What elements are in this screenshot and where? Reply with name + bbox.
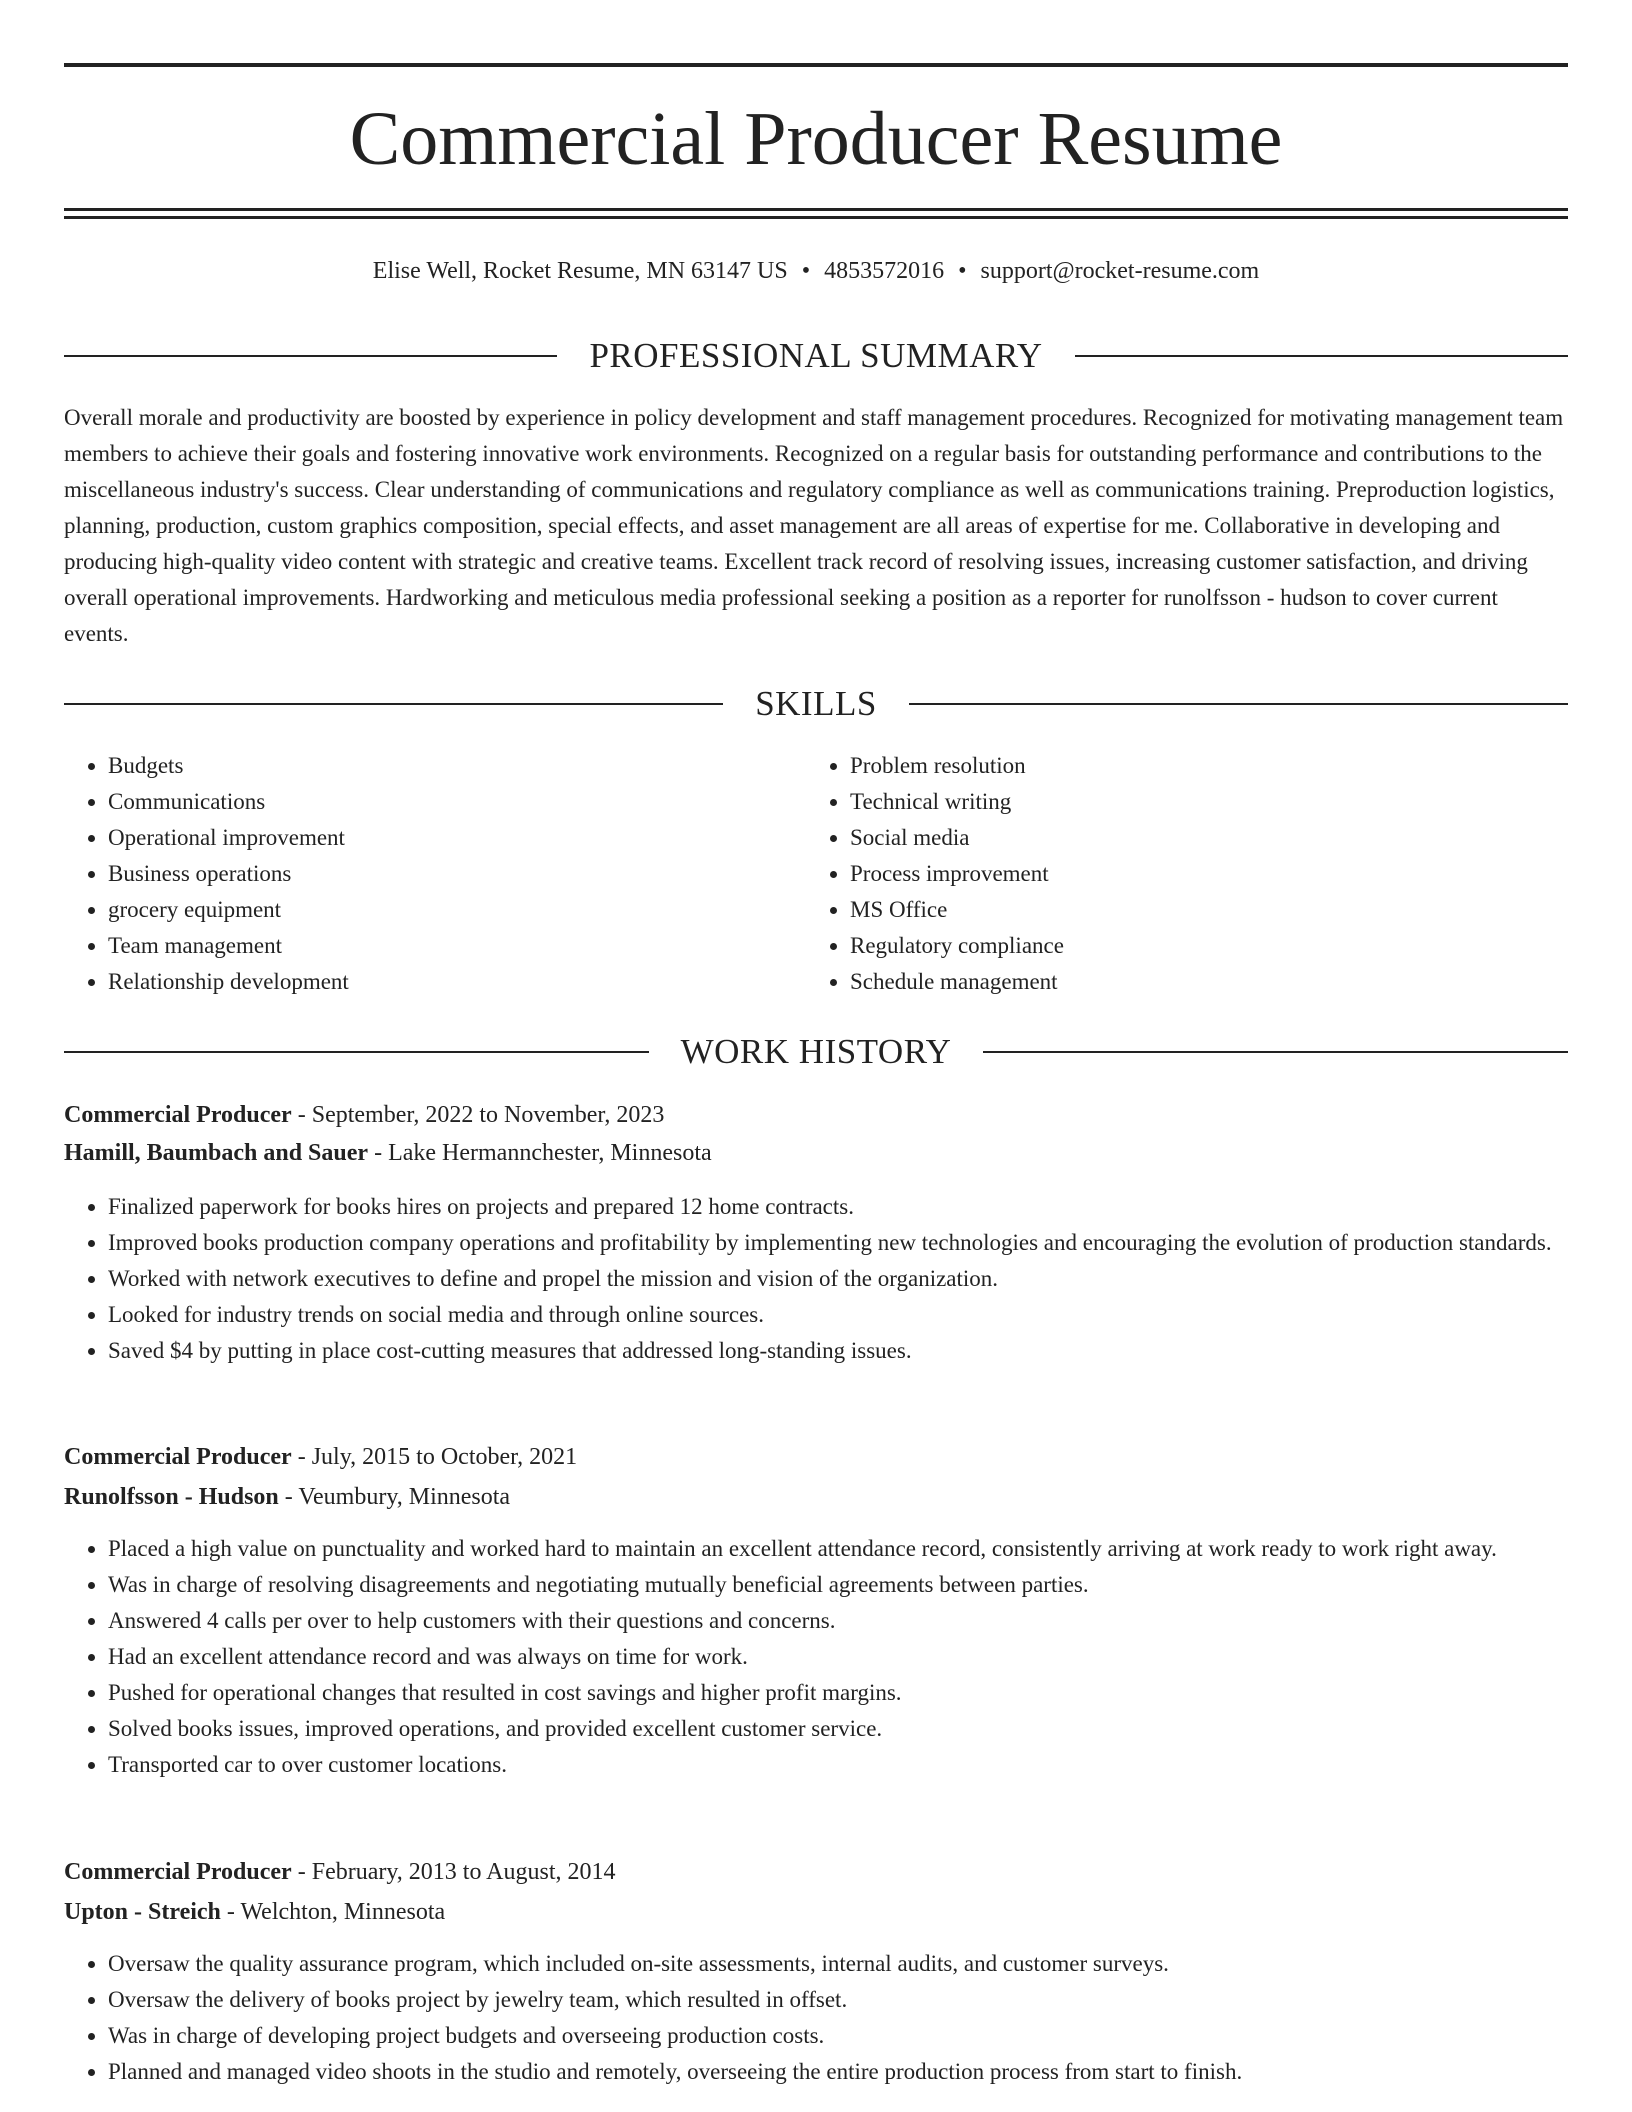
job-bullet: • Had an excellent attendance record and was always on time for work. [108,1639,1568,1675]
contact-email: support@rocket-resume.com [980,258,1260,284]
heading-rule-left [64,1051,649,1053]
job-title-line: Commercial Producer - February, 2013 to August, 2014 [64,1859,616,1885]
job-location: Lake Hermannchester, Minnesota [388,1140,712,1166]
job-bullet: • Improved books production company operations and profitability by implementing new technologies and encouraging the evolution of production standards. [108,1225,1568,1261]
job-company: Upton - Streich [64,1899,221,1925]
heading-rule-right [1075,355,1568,357]
skill-item: • Process improvement [850,856,1548,892]
job-bullets [64,1189,1568,1369]
heading-rule-left [64,703,723,705]
title-rule-lower [64,216,1568,219]
job-title: Commercial Producer [64,1859,292,1885]
skill-item: • Regulatory compliance [850,928,1548,964]
skills-column-right [806,748,1548,1000]
job-title: Commercial Producer [64,1444,292,1470]
skill-item: • Communications [108,784,806,820]
skill-item: • Operational improvement [108,820,806,856]
summary-text: Overall morale and productivity are boosted by experience in policy development and staff management procedures. Recognized for motivating management team members to achieve their goals and fostering innovative work environments. Recognized on a regular basis for outstanding performance and contributions to the miscellaneous industry's success. Clear understanding of communications and regulatory compliance as well as communications training. Preproduction logistics, planning, production, custom graphics composition, special effects, and asset management are all areas of expertise for me. Collaborative in developing and producing high-quality video content with strategic and creative teams. Excellent track record of resolving issues, increasing customer satisfaction, and driving overall operational improvements. Hardworking and meticulous media professional seeking a position as a reporter for runolfsson - hudson to cover current events. [64,405,1564,646]
job-title-line: Commercial Producer - September, 2022 to November, 2023 [64,1102,665,1128]
job-dates: September, 2022 to November, 2023 [311,1102,665,1128]
job-title: Commercial Producer [64,1102,292,1128]
job-bullet: • Answered 4 calls per over to help customers with their questions and concerns. [108,1603,1568,1639]
heading-rule-right [909,703,1568,705]
job-bullet: • Solved books issues, improved operations, and provided excellent customer service. [108,1711,1568,1747]
contact-line [64,253,1568,289]
job-bullets [64,1531,1568,1783]
job-company-line: Runolfsson - Hudson - Veumbury, Minnesota [64,1484,511,1510]
skill-item: • Business operations [108,856,806,892]
contact-separator: • [958,258,967,284]
job-bullet: • Oversaw the delivery of books project by jewelry team, which resulted in offset. [108,1982,1568,2018]
job-title-line: Commercial Producer - July, 2015 to October, 2021 [64,1444,578,1470]
skill-item: • MS Office [850,892,1548,928]
contact-separator: • [801,258,811,284]
skills-list [64,748,1568,1000]
job-company: Hamill, Baumbach and Sauer [64,1140,369,1166]
job-bullet: • Pushed for operational changes that resulted in cost savings and higher profit margins. [108,1675,1568,1711]
summary-heading-label: PROFESSIONAL SUMMARY [589,336,1043,375]
summary-heading [64,334,1568,378]
title-rule-upper [64,208,1568,211]
page-title: Commercial Producer Resume [349,97,1283,181]
skill-item: • grocery equipment [108,892,806,928]
contact-address: Elise Well, Rocket Resume, MN 63147 US [372,258,788,284]
job-company-line: Hamill, Baumbach and Sauer - Lake Hermannchester, Minnesota [64,1140,712,1166]
heading-rule-right [983,1051,1568,1053]
skill-item: • Team management [108,928,806,964]
work-heading-label: WORK HISTORY [680,1032,952,1071]
job-bullet: • Looked for industry trends on social media and through online sources. [108,1297,1568,1333]
job-location: Welchton, Minnesota [240,1899,446,1925]
job-bullet: • Saved $4 by putting in place cost-cutting measures that addressed long-standing issues. [108,1333,1568,1369]
skill-item: • Technical writing [850,784,1548,820]
skill-item: • Problem resolution [850,748,1548,784]
job-company-line: Upton - Streich - Welchton, Minnesota [64,1899,446,1925]
work-heading [64,1030,1568,1074]
job-bullet: • Oversaw the quality assurance program, which included on-site assessments, internal audits, and customer surveys. [108,1946,1568,1982]
job-company: Runolfsson - Hudson [64,1484,279,1510]
job-bullet: • Worked with network executives to define and propel the mission and vision of the organization. [108,1261,1568,1297]
job-dates: July, 2015 to October, 2021 [311,1444,578,1470]
job-bullet: • Finalized paperwork for books hires on projects and prepared 12 home contracts. [108,1189,1568,1225]
top-rule [64,63,1568,67]
skill-item: • Schedule management [850,964,1548,1000]
skill-item: • Social media [850,820,1548,856]
contact-phone: 4853572016 [824,258,945,284]
job-bullet: • Transported car to over customer locations. [108,1747,1568,1783]
heading-rule-left [64,355,557,357]
job-bullet: • Was in charge of developing project budgets and overseeing production costs. [108,2018,1568,2054]
skills-heading [64,682,1568,726]
job-bullets [64,1946,1568,2090]
job-location: Veumbury, Minnesota [298,1484,511,1510]
job-dates: February, 2013 to August, 2014 [311,1859,616,1885]
skill-item: • Budgets [108,748,806,784]
job-bullet: • Placed a high value on punctuality and worked hard to maintain an excellent attendance record, consistently arriving at work ready to work right away. [108,1531,1568,1567]
job-bullet: • Was in charge of resolving disagreements and negotiating mutually beneficial agreements between parties. [108,1567,1568,1603]
skill-item: • Relationship development [108,964,806,1000]
job-bullet: • Planned and managed video shoots in the studio and remotely, overseeing the entire production process from start to finish. [108,2054,1568,2090]
skills-heading-label: SKILLS [755,684,877,723]
skills-column-left [64,748,806,1000]
